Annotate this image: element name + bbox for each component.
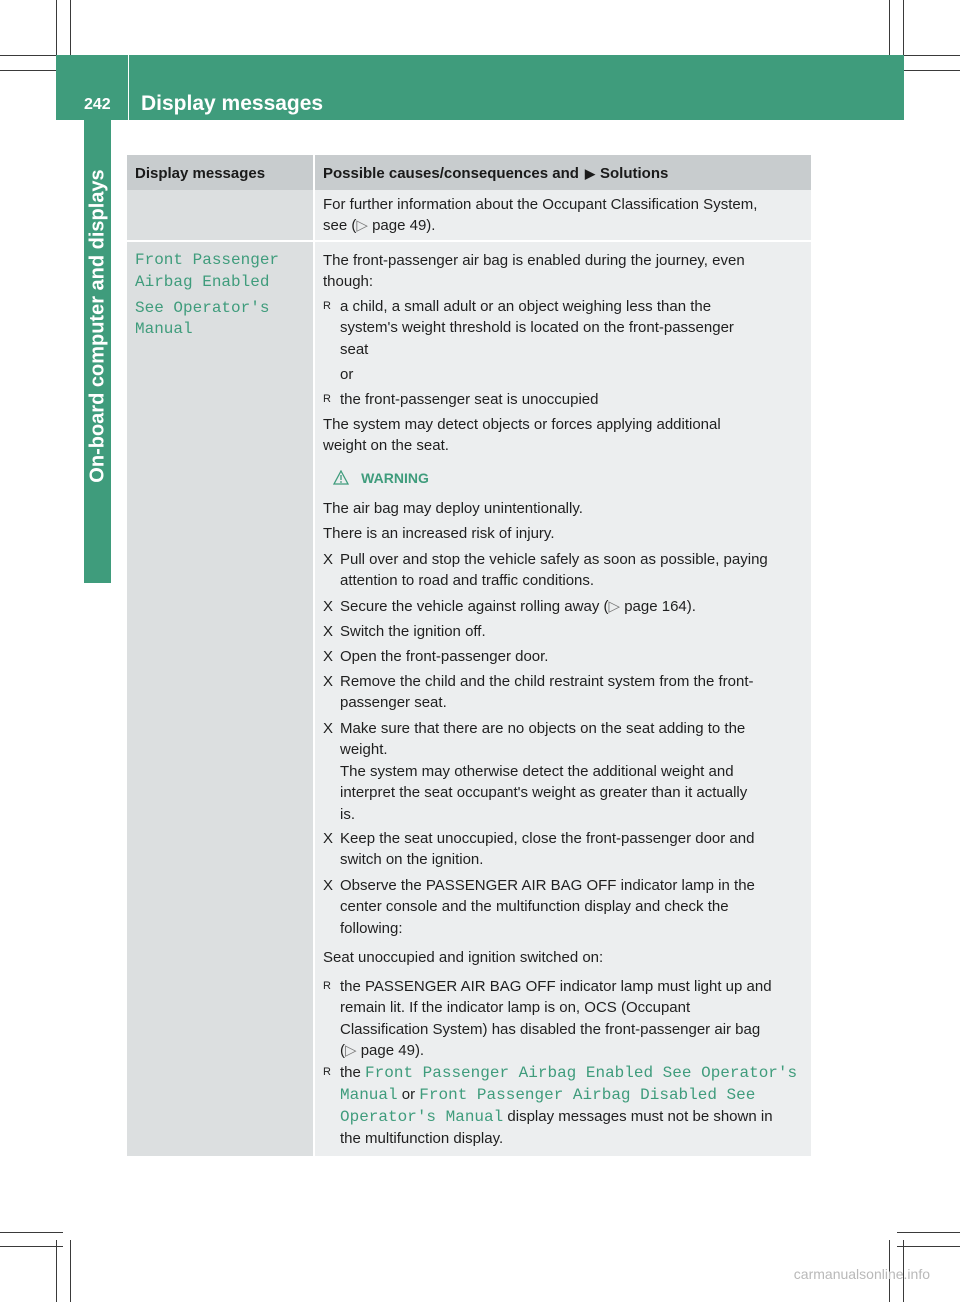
bullet-icon: R xyxy=(323,980,331,992)
text-line: following: xyxy=(340,920,403,937)
text-line: Pull over and stop the vehicle safely as soon as possible, paying xyxy=(340,551,768,568)
page-link[interactable]: page 164). xyxy=(624,598,696,615)
text-line: the multifunction display. xyxy=(340,1130,504,1147)
crop-mark xyxy=(889,0,890,63)
crop-mark xyxy=(897,1246,960,1247)
arrow-icon: ▶ xyxy=(585,166,595,181)
row1-message-cell xyxy=(127,242,313,1156)
text-line: Keep the seat unoccupied, close the front-passenger door and xyxy=(340,830,755,847)
text-line: weight on the seat. xyxy=(323,437,449,454)
header-label-solutions: Solutions xyxy=(600,165,669,182)
text-line: switch on the ignition. xyxy=(340,851,484,868)
text-line: Open the front-passenger door. xyxy=(340,648,549,665)
text-line: center console and the multifunction display and check the xyxy=(340,898,729,915)
text-line: There is an increased risk of injury. xyxy=(323,525,555,542)
text-line: a child, a small adult or an object weighing less than the xyxy=(340,298,712,315)
text: or xyxy=(401,1086,416,1103)
header-label-display-messages: Display messages xyxy=(135,165,266,182)
display-message-ref: Operator's Manual xyxy=(340,1108,504,1126)
crop-mark xyxy=(897,55,960,56)
step-icon: X xyxy=(323,673,334,690)
crop-mark xyxy=(0,1232,63,1233)
step-icon: X xyxy=(323,623,334,640)
text-line: The air bag may deploy unintentionally. xyxy=(323,500,583,517)
chapter-tab-label-wrap xyxy=(84,120,111,532)
text-line: interpret the seat occupant's weight as greater than it actually xyxy=(340,784,748,801)
page-link[interactable]: page 49). xyxy=(360,1042,425,1059)
crop-mark xyxy=(70,0,71,63)
step-icon: X xyxy=(323,598,334,615)
crop-mark xyxy=(897,1232,960,1233)
msg-line: See Operator's xyxy=(135,299,270,317)
text-line: the PASSENGER AIR BAG OFF indicator lamp must light up and xyxy=(340,978,772,995)
warning-label: WARNING xyxy=(361,470,429,486)
warning-triangle-icon xyxy=(333,470,349,491)
step-icon: X xyxy=(323,720,334,737)
bullet-icon: R xyxy=(323,300,331,312)
warning-heading xyxy=(333,468,429,491)
watermark: carmanualsonline.info xyxy=(793,1266,930,1282)
step-text: Secure the vehicle against rolling away ( xyxy=(340,598,609,615)
step-icon: X xyxy=(323,551,334,568)
step-icon: X xyxy=(323,648,334,665)
row1-solution-cell xyxy=(315,242,811,1156)
msg-line: Airbag Enabled xyxy=(135,273,270,291)
text-line: passenger seat. xyxy=(340,694,447,711)
text-line: Switch the ignition off. xyxy=(340,623,486,640)
text-line: Observe the PASSENGER AIR BAG OFF indicator lamp in the xyxy=(340,877,755,894)
text-line: Remove the child and the child restraint system from the front- xyxy=(340,673,754,690)
display-message-ref: Front Passenger Airbag Disabled See xyxy=(419,1086,756,1104)
table-header-col1 xyxy=(127,155,313,190)
row0-message-cell xyxy=(127,190,313,240)
bullet-icon: R xyxy=(323,1066,331,1078)
crop-mark xyxy=(0,1246,63,1247)
text-line xyxy=(340,1106,810,1128)
page-ref-icon: ▷ xyxy=(356,217,368,234)
text-line: The front-passenger air bag is enabled during the journey, even xyxy=(323,252,745,269)
msg-line: Manual xyxy=(135,320,193,338)
crop-mark xyxy=(903,0,904,63)
crop-mark xyxy=(0,55,63,56)
display-message-ref: Manual xyxy=(340,1086,398,1104)
text-line: The system may otherwise detect the additional weight and xyxy=(340,763,734,780)
chapter-tab-label: On-board computer and displays xyxy=(86,169,108,483)
crop-mark xyxy=(0,70,63,71)
text-line xyxy=(340,596,810,617)
table-header-col2 xyxy=(315,155,811,190)
text-line xyxy=(340,1040,810,1061)
text-line: Seat unoccupied and ignition switched on: xyxy=(323,949,604,966)
text-line: though: xyxy=(323,273,374,290)
header-label-causes: Possible causes/consequences and xyxy=(323,165,579,182)
step-icon: X xyxy=(323,877,334,894)
display-message-ref: Front Passenger Airbag Enabled See Operator's xyxy=(365,1064,798,1082)
text-line: attention to road and traffic conditions. xyxy=(340,572,595,589)
text-line: weight. xyxy=(340,741,388,758)
text-line: Make sure that there are no objects on the seat adding to the xyxy=(340,720,746,737)
row0-text-line2 xyxy=(323,215,435,236)
crop-mark xyxy=(70,1240,71,1302)
text-line xyxy=(340,1062,810,1084)
text-line: or xyxy=(340,366,354,383)
row0-text-line1: For further information about the Occupant Classification System, xyxy=(323,196,758,213)
paren: ( xyxy=(340,1042,345,1059)
row0-solution-cell xyxy=(315,190,811,240)
text-line xyxy=(340,1084,810,1106)
page-ref-icon: ▷ xyxy=(608,598,621,615)
text: display messages must not be shown in xyxy=(507,1108,773,1125)
page-title: Display messages xyxy=(141,92,324,115)
text-line: system's weight threshold is located on the front-passenger xyxy=(340,319,734,336)
crop-mark xyxy=(897,70,960,71)
text: the xyxy=(340,1064,361,1081)
text-line: Classification System) has disabled the front-passenger air bag xyxy=(340,1021,761,1038)
header-divider xyxy=(128,55,129,120)
text-line: remain lit. If the indicator lamp is on, OCS (Occupant xyxy=(340,999,691,1016)
page-ref-icon: ▷ xyxy=(345,1042,357,1059)
text-line: seat xyxy=(340,341,369,358)
crop-mark xyxy=(56,0,57,63)
page-number: 242 xyxy=(84,96,111,113)
bullet-icon: R xyxy=(323,393,331,405)
text-line: The system may detect objects or forces applying additional xyxy=(323,416,721,433)
text-line: the front-passenger seat is unoccupied xyxy=(340,391,599,408)
step-icon: X xyxy=(323,830,334,847)
row0-see: see ( xyxy=(323,217,357,234)
row0-page-link[interactable]: page 49). xyxy=(372,217,436,234)
text-line: is. xyxy=(340,806,355,823)
crop-mark xyxy=(56,1240,57,1302)
msg-line: Front Passenger xyxy=(135,251,280,269)
